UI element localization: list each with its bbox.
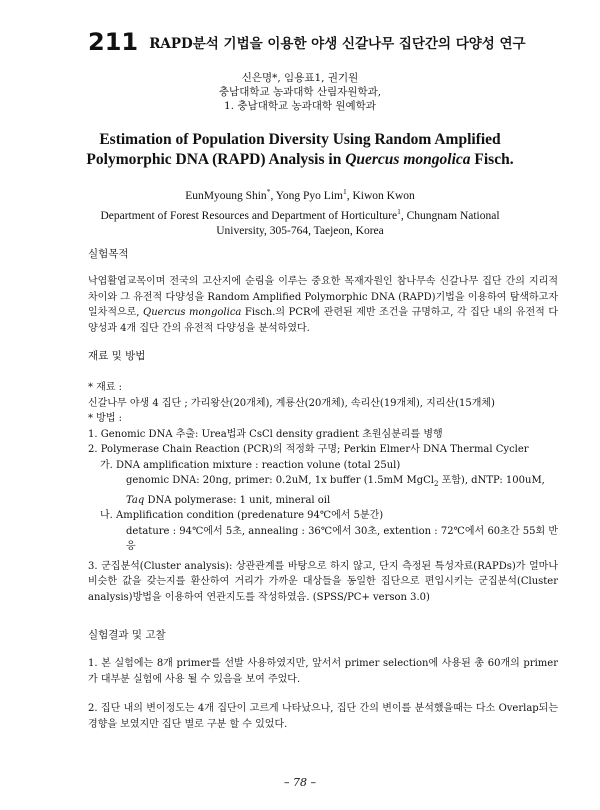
english-author-block [60, 184, 540, 239]
english-affiliation-1 [60, 204, 540, 224]
author-2: , Yong Pyo Lim [270, 189, 343, 202]
material-label: * 재료 : [88, 382, 123, 393]
mixture-text-suffix: 포함), dNTP: 100uM, [438, 475, 545, 486]
method-2a-line-1 [88, 473, 558, 493]
method-2b: 나. Amplification condition (predenature 94℃에서 5분간) [100, 510, 384, 521]
methods-heading: 재료 및 방법 [88, 350, 146, 362]
method-1: 1. Genomic DNA 추출: Urea법과 CsCl density gradient 초원심분리를 병행 [88, 428, 443, 440]
method-2: 2. Polymerase Chain Reaction (PCR)의 적정화 구명; Perkin Elmer사 DNA Thermal Cycler [88, 444, 529, 455]
english-title [60, 130, 540, 170]
korean-affiliation-1: 충남대학교 농과대학 산림자원학과, [218, 86, 382, 98]
author-3: , Kiwon Kwon [346, 189, 415, 202]
affiliation-text: Department of Forest Resources and Department of Horticulture [100, 209, 398, 222]
method-2a: 가. DNA amplification mixture : reaction volune (total 25ul) [100, 459, 401, 471]
method-2b-conditions: detature : 94℃에서 5초, annealing : 36℃에서 30초, extention : 72℃에서 60초간 55회 반응 [126, 525, 558, 552]
page-number: – 78 – [284, 776, 316, 789]
korean-title: RAPD분석 기법을 이용한 야생 신갈나무 집단간의 다양성 연구 [149, 36, 526, 52]
purpose-paragraph [88, 274, 558, 336]
abstract-number: 211 [88, 28, 139, 56]
author-1: EunMyoung Shin [185, 189, 267, 202]
method-label: * 방법 : [88, 413, 123, 424]
english-title-suffix: Fisch. [470, 151, 514, 168]
paper-header [88, 28, 578, 56]
mgcl2-subscript: 2 [433, 480, 439, 488]
english-title-line-1: Estimation of Population Diversity Using Random Amplified [99, 131, 501, 148]
species-name: Quercus mongolica [345, 151, 471, 168]
method-3: 3. 군집분석(Cluster analysis): 상관관계를 바탕으로 하지 않고, 단지 측정된 특성자료(RAPDs)가 얼마나 비슷한 값을 갖는지를 환산하여 거리가 가까운 대상들을 동일한 집단으로 편입시키는 군집분석(Cluster analysis)방법을 이용하여 연관지도를 작성하였음. (SPSS/PC+ verson 3.0) [88, 560, 558, 603]
korean-author-block [60, 71, 540, 113]
author-2-mark: 1 [342, 187, 347, 196]
material-text: 신갈나무 야생 4 집단 ; 가리왕산(20개체), 계룡산(20개체), 속리산(19개체), 지리산(15개체) [88, 397, 495, 409]
purpose-heading: 실험목적 [88, 248, 129, 260]
result-2: 2. 집단 내의 변이정도는 4개 집단이 고르게 나타났으나, 집단 간의 변이를 분석했을때는 다소 Overlap되는 경향을 보였지만 집단 별로 구분 할 수 있었다. [88, 703, 558, 730]
affiliation-suffix: , Chungnam National [400, 209, 500, 222]
purpose-text-a: 낙엽활엽교목이며 전국의 고산지에 순림을 이루는 중요한 목재자원인 참나무속 신갈나무 집단 간의 지리적 차이와 그 유전적 다양성을 Random Amplified Polymorphic DNA (RAPD)기법을 이용하여 탐색하고자 일차적으로, [88, 276, 558, 318]
methods-list [88, 380, 558, 605]
polymerase-text: DNA polymerase: 1 unit, mineral oil [144, 494, 331, 506]
method-2a-line-2 [88, 493, 558, 509]
author-1-mark: * [266, 187, 271, 196]
english-title-line-2 [60, 150, 540, 170]
english-affiliation-2: University, 305-764, Taejeon, Korea [216, 224, 384, 237]
mixture-text: genomic DNA: 20ng, primer: 0.2uM, 1x buffer (1.5mM MgCl [126, 475, 434, 486]
english-title-text: Polymorphic DNA (RAPD) Analysis in [86, 151, 346, 168]
taq-label: Taq [126, 494, 145, 506]
result-1: 1. 본 실험에는 8개 primer를 선발 사용하였지만, 앞서서 primer selection에 사용된 총 60개의 primer가 대부분 실험에 사용 될 수 있음을 보여 주었다. [88, 658, 558, 685]
results-heading: 실험결과 및 고찰 [88, 629, 166, 641]
english-authors [60, 184, 540, 204]
purpose-species: Quercus mongolica [143, 307, 242, 318]
purpose-text-b: Fisch.의 PCR에 관련된 제반 조건을 규명하고, 각 집단 내의 유전적 다양성과 4개 집단 간의 유전적 다양성을 분석하였다. [88, 307, 558, 334]
korean-affiliation-2: 1. 충남대학교 농과대학 원예학과 [224, 100, 376, 112]
korean-authors: 신은명*, 임용표1, 권기원 [241, 72, 359, 84]
affiliation-mark: 1 [397, 206, 401, 216]
